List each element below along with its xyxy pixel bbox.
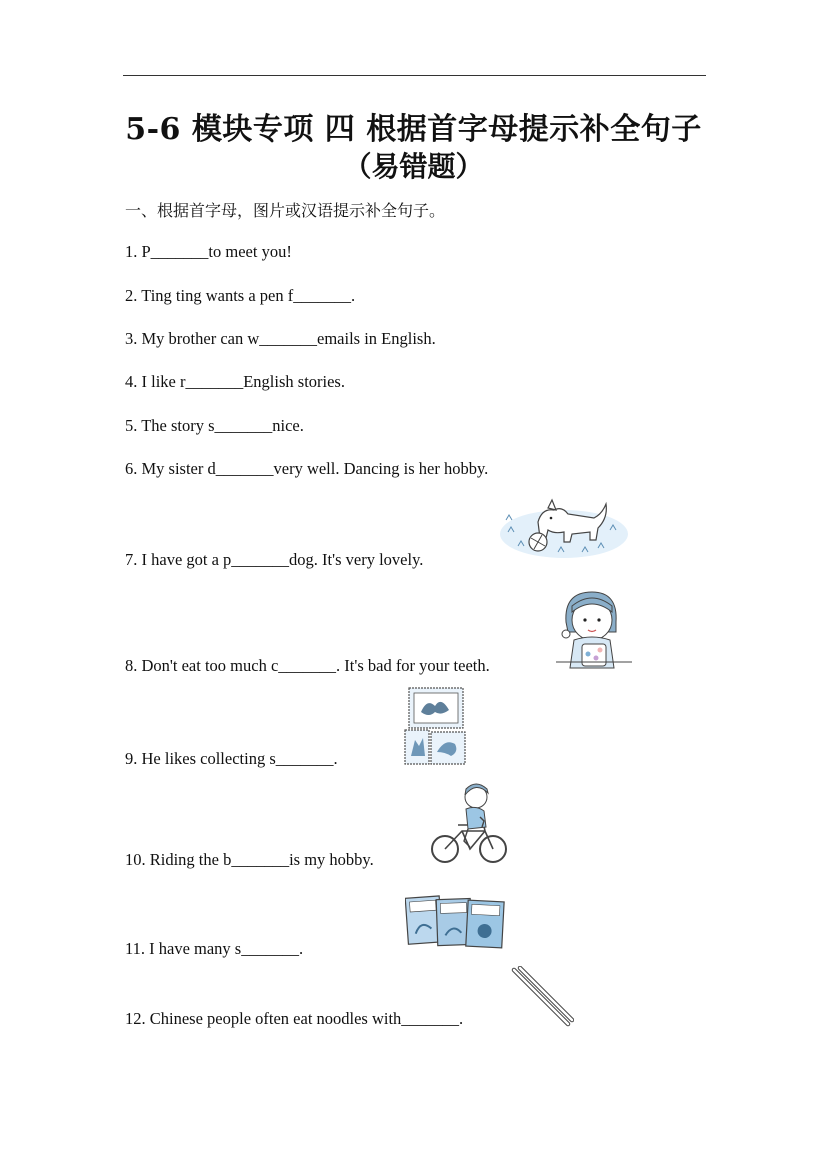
storybooks-picture bbox=[405, 893, 507, 953]
page-subtitle: （易错题） bbox=[343, 150, 484, 183]
question-12: 12. Chinese people often eat noodles with_______. bbox=[125, 1009, 464, 1028]
chopsticks-picture bbox=[510, 966, 574, 1030]
question-2: 2. Ting ting wants a pen f_______. bbox=[125, 286, 356, 305]
stamps-picture bbox=[403, 686, 467, 766]
section-instruction: 一、根据首字母，图片或汉语提示补全句子。 bbox=[125, 201, 446, 220]
question-3: 3. My brother can w_______emails in English. bbox=[125, 329, 436, 348]
boy-riding-bike-picture bbox=[430, 781, 510, 867]
question-6: 6. My sister d_______very well. Dancing is her hobby. bbox=[125, 459, 489, 478]
top-rule bbox=[123, 75, 706, 76]
question-9: 9. He likes collecting s_______. bbox=[125, 749, 338, 768]
question-7: 7. I have got a p_______dog. It's very lovely. bbox=[125, 550, 424, 569]
page-title: 5-6 模块专项 四 根据首字母提示补全句子 bbox=[125, 112, 702, 147]
question-1: 1. P_______to meet you! bbox=[125, 242, 292, 261]
question-8: 8. Don't eat too much c_______. It's bad for your teeth. bbox=[125, 656, 490, 675]
question-4: 4. I like r_______English stories. bbox=[125, 372, 345, 391]
girl-with-candy-picture bbox=[552, 588, 634, 670]
question-11: 11. I have many s_______. bbox=[125, 939, 304, 958]
question-5: 5. The story s_______nice. bbox=[125, 416, 304, 435]
dog-playing-ball-picture bbox=[498, 492, 630, 564]
question-10: 10. Riding the b_______is my hobby. bbox=[125, 850, 374, 869]
